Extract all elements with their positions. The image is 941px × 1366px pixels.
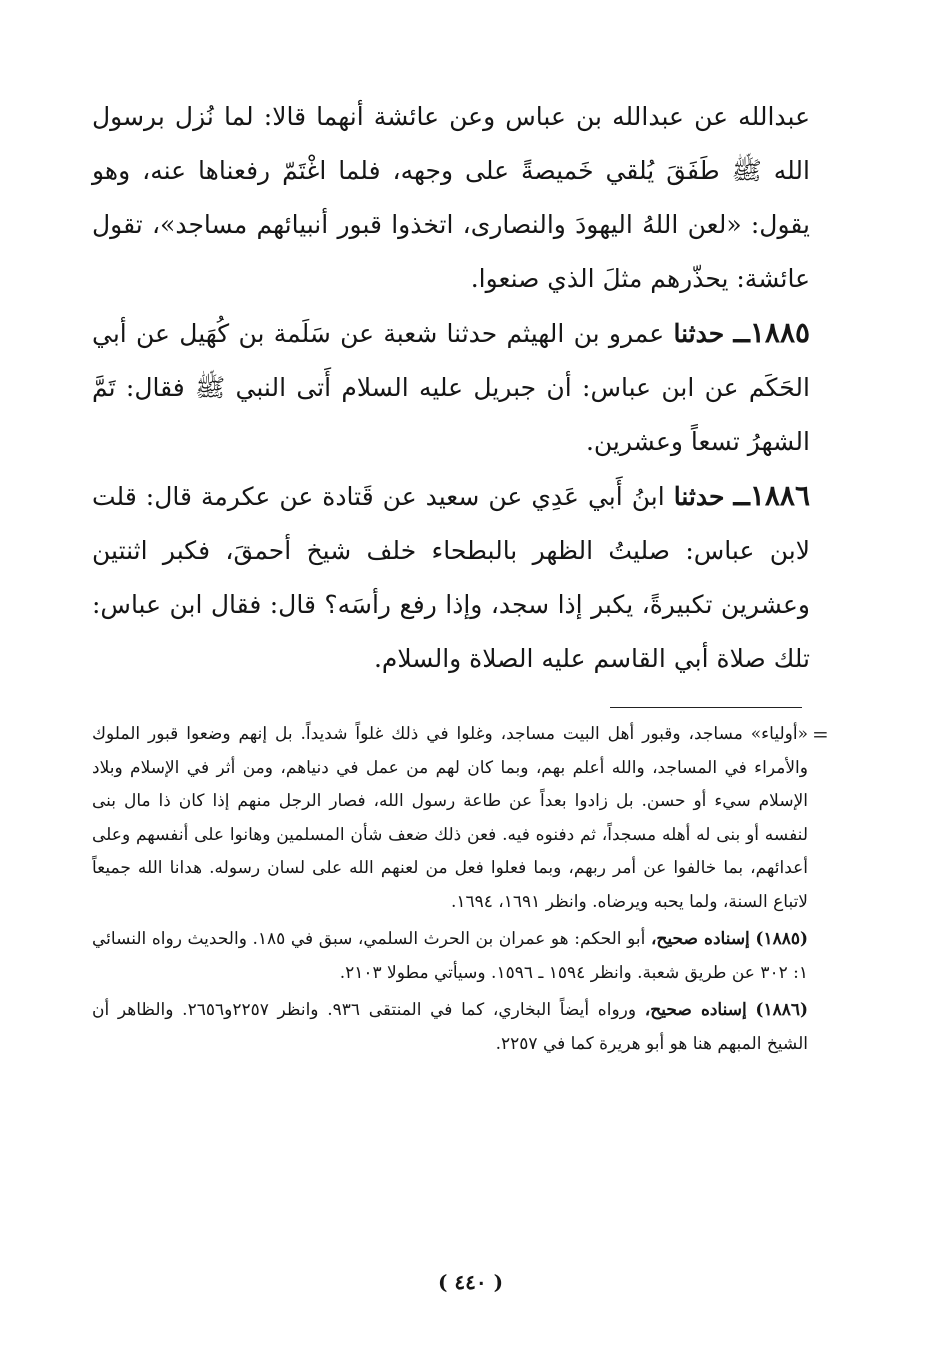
hadith-1885 xyxy=(92,306,810,469)
hadith-number: ١٨٨٥ــ xyxy=(733,316,811,349)
footnote-text: أبو الحكم: هو عمران بن الحرث السلمي، سبق في ١٨٥. والحديث رواه النسائي ١: ٣٠٢ عن طريق شعبة. وانظر ١٥٩٤ ـ ١٥٩٦. وسيأتي مطولا ٢١٠٣. xyxy=(92,929,808,983)
main-text xyxy=(92,90,810,686)
footnote-1886 xyxy=(92,994,808,1061)
footnote-continuation: «أولياء» مساجد، وقبور أهل البيت مساجد، وغلوا في ذلك غلواً شديداً. بل إنهم وضعوا قبور الملوك والأمراء في المساجد، والله أعلم بهم، وبما كان لهم من عمل في دنياهم، ومن أثر في الإسلام وبلاد الإسلام سيء أو حسن. بل زادوا بعداً عن طاعة رسول الله، فصار الرجل منهم إذا كان ذا مال بنى لنفسه أو بنى له أهله مسجداً، ثم دفنوه فيه. فعن ذلك ضعف شأن المسلمين وهانوا على أنفسهم وعلى أعدائهم، بما خالفوا عن أمر ربهم، وبما فعلوا فعل من لعنهم الله على لسان رسوله. هدانا الله جميعاً لاتباع السنة، ولما يحبه ويرضاه. وانظر ١٦٩١، ١٦٩٤. xyxy=(92,724,808,912)
hadith-1886 xyxy=(92,469,810,686)
hadith-number: ١٨٨٦ــ xyxy=(733,479,810,512)
hadith-text: عمرو بن الهيثم حدثنا شعبة عن سَلَمة بن كُهَيل عن أبي الحَكَم عن ابن عباس: أن جبريل عليه السلام أَتى النبي ﷺ فقال: تَمَّ الشهرُ تسعاً وعشرين. xyxy=(92,319,810,456)
footnote-ref: (١٨٨٥) xyxy=(755,929,809,949)
footnote-ref: (١٨٨٦) xyxy=(755,1000,809,1020)
footnote-verdict: إسناده صحيح، xyxy=(644,1000,747,1020)
haddathana-keyword: حدثنا xyxy=(673,482,725,511)
footnote-divider xyxy=(610,707,802,708)
footnote-text: ورواه أيضاً البخاري، كما في المنتقى ٩٣٦. وانظر ٢٢٥٧و٢٦٥٦. والظاهر أن الشيخ المبهم هنا هو أبو هريرة كما في ٢٢٥٧. xyxy=(92,1000,808,1054)
footnotes xyxy=(92,718,808,1065)
continuation-mark: = xyxy=(812,722,829,746)
intro-paragraph: عبدالله عن عبدالله بن عباس وعن عائشة أنهما قالا: لما نُزل برسول الله ﷺ طَفَقَ يُلقي خَميصةً على وجهه، فلما اغْتَمّ رفعناها عنه، وهو يقول: «لعن اللهُ اليهودَ والنصارى، اتخذوا قبور أنبيائهم مساجد»، تقول عائشة: يحذّرهم مثلَ الذي صنعوا. xyxy=(92,102,810,293)
footnote-1885 xyxy=(92,923,808,990)
page-number: ( ٤٤٠ ) xyxy=(437,1270,504,1294)
footnote-verdict: إسناده صحيح، xyxy=(650,929,750,949)
hadith-text: ابنُ أَبي عَدِي عن سعيد عن قَتادة عن عكرمة قال: قلت لابن عباس: صليتُ الظهر بالبطحاء خلف شيخ أحمقَ، فكبر اثنتين وعشرين تكبيرةً، يكبر إذا سجد، وإذا رفع رأسَه؟ قال: فقال ابن عباس: تلك صلاة أبي القاسم عليه الصلاة والسلام. xyxy=(92,482,810,673)
haddathana-keyword: حدثنا xyxy=(673,319,725,348)
